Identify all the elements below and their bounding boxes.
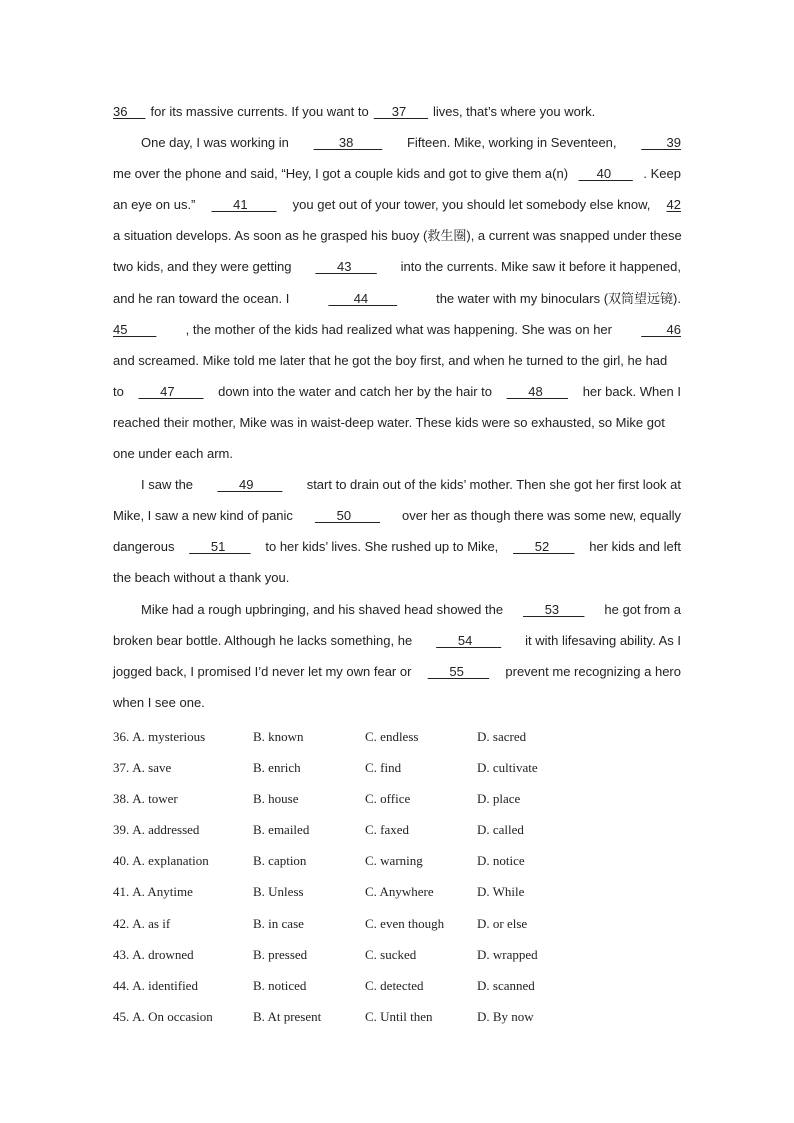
passage-line <box>113 500 681 531</box>
question-number: 36. <box>113 729 130 744</box>
passage-text: prevent me recognizing a hero <box>505 663 681 679</box>
passage-text: and he ran toward the ocean. I <box>113 290 290 306</box>
passage-line <box>113 96 681 127</box>
passage-text: to <box>113 383 124 399</box>
question-number: 37. <box>113 760 130 776</box>
option-a <box>113 876 193 907</box>
option-b: B. At present <box>253 1008 322 1024</box>
option-b: B. emailed <box>253 822 310 838</box>
option-d: D. notice <box>477 853 525 869</box>
answer-blank: 42 <box>666 197 681 213</box>
passage-line <box>113 562 681 593</box>
answer-blank: 53 <box>523 601 585 617</box>
passage-line <box>113 531 681 562</box>
passage-text: into the currents. Mike saw it before it happened, <box>400 259 681 275</box>
passage-line <box>113 127 681 158</box>
passage-text: dangerous <box>113 539 175 555</box>
answer-blank: 45 <box>113 321 157 337</box>
passage-text: a situation develops. As soon as he grasped his buoy (救生圈), a current was snapped under these <box>113 228 682 244</box>
answer-blank: 43 <box>315 259 377 275</box>
passage-text: to her kids’ lives. She rushed up to Mike, <box>265 539 499 555</box>
option-c: C. warning <box>365 853 423 869</box>
option-c: C. Until then <box>365 1008 433 1024</box>
passage-text: . Keep <box>643 166 681 182</box>
option-row <box>113 1001 681 1032</box>
option-a-text: A. Anytime <box>132 884 193 900</box>
answer-options <box>113 721 681 1032</box>
passage-line <box>113 594 681 625</box>
passage-text: down into the water and catch her by the hair to <box>218 383 493 399</box>
option-c: C. find <box>365 760 402 776</box>
question-number: 42. <box>113 915 130 931</box>
passage-text: her back. When I <box>582 383 681 399</box>
passage-text: the water with my binoculars (双筒望远镜). <box>436 290 681 306</box>
option-a-text: A. explanation <box>132 853 209 869</box>
option-b: B. pressed <box>253 946 308 962</box>
passage-line <box>113 251 681 282</box>
passage-text: jogged back, I promised I’d never let my own fear or <box>113 663 412 679</box>
option-d: D. or else <box>477 915 528 931</box>
question-number: 45. <box>113 1008 130 1024</box>
passage-line <box>113 407 681 438</box>
option-row <box>113 908 681 939</box>
option-b: B. Unless <box>253 884 304 900</box>
option-row <box>113 845 681 876</box>
option-d: D. sacred <box>477 729 527 744</box>
answer-blank: 52 <box>513 539 575 555</box>
passage-text: it with lifesaving ability. As I <box>525 632 681 648</box>
passage-text: me over the phone and said, “Hey, I got a couple kids and got to give them a(n) <box>113 166 569 182</box>
option-a <box>113 783 178 814</box>
passage-text: for its massive currents. If you want to <box>150 104 369 119</box>
passage-text: over her as though there was some new, equally <box>402 508 681 524</box>
question-number: 39. <box>113 822 130 838</box>
passage-text: start to drain out of the kids’ mother. Then she got her first look at <box>306 477 681 493</box>
option-row <box>113 783 681 814</box>
passage-line <box>113 656 681 687</box>
answer-blank: 38 <box>313 135 383 151</box>
option-a-text: A. drowned <box>132 946 194 962</box>
answer-blank: 44 <box>328 290 398 306</box>
passage-text: I saw the <box>141 477 194 493</box>
option-c: C. sucked <box>365 946 417 962</box>
option-b: B. caption <box>253 853 307 869</box>
passage-line <box>113 314 681 345</box>
answer-blank: 55 <box>427 663 490 679</box>
answer-blank: 47 <box>138 383 204 399</box>
passage-text: her kids and left <box>589 539 681 555</box>
answer-blank: 40 <box>578 166 633 182</box>
answer-blank: 39 <box>641 135 681 151</box>
passage-line <box>113 158 681 189</box>
option-b: B. enrich <box>253 760 301 776</box>
option-row <box>113 939 681 970</box>
option-d: D. scanned <box>477 977 535 993</box>
answer-blank: 54 <box>436 632 502 648</box>
option-c: C. faxed <box>365 822 410 838</box>
passage-line <box>113 220 681 251</box>
option-a-text: A. as if <box>132 915 171 931</box>
passage-line <box>113 189 681 220</box>
passage-text: Fifteen. Mike, working in Seventeen, <box>406 135 617 151</box>
passage-text: you get out of your tower, you should let somebody else know, <box>292 197 651 213</box>
answer-blank: 36 <box>113 104 146 119</box>
option-row <box>113 752 681 783</box>
cloze-passage <box>113 96 681 718</box>
option-row <box>113 970 681 1001</box>
option-c: C. even though <box>365 915 445 931</box>
passage-line <box>113 625 681 656</box>
option-d: D. place <box>477 791 521 807</box>
option-row <box>113 876 681 907</box>
option-a <box>113 814 199 845</box>
question-number: 41. <box>113 884 130 900</box>
passage-text: One day, I was working in <box>141 135 289 151</box>
passage-text: lives, that’s where you work. <box>432 104 596 119</box>
passage-line <box>113 469 681 500</box>
passage-line <box>113 283 681 314</box>
passage-line <box>113 376 681 407</box>
passage-text: two kids, and they were getting <box>113 259 292 275</box>
answer-blank: 51 <box>189 539 251 555</box>
option-row <box>113 721 681 752</box>
option-a-text: A. identified <box>132 977 198 993</box>
option-d: D. cultivate <box>477 760 538 776</box>
option-d: D. By now <box>477 1008 534 1024</box>
passage-text: broken bear bottle. Although he lacks something, he <box>113 632 413 648</box>
passage-line <box>113 345 681 376</box>
passage-line <box>113 687 681 718</box>
option-a <box>113 845 209 876</box>
option-d: D. wrapped <box>477 946 538 962</box>
passage-text: the beach without a thank you. <box>113 570 290 586</box>
passage-line <box>113 438 681 469</box>
option-b: B. house <box>253 791 299 807</box>
option-c: C. detected <box>365 977 424 993</box>
option-c: C. office <box>365 791 411 807</box>
option-b: B. noticed <box>253 977 307 993</box>
option-a-text: A. addressed <box>132 822 200 838</box>
passage-text: and screamed. Mike told me later that he got the boy first, and when he turned to the girl, he had <box>113 352 668 368</box>
passage-text: when I see one. <box>113 694 205 710</box>
option-a <box>113 970 198 1001</box>
option-d: D. While <box>477 884 525 900</box>
option-b: B. in case <box>253 915 304 931</box>
answer-blank: 46 <box>641 321 681 337</box>
answer-blank: 41 <box>211 197 277 213</box>
passage-text: he got from a <box>604 601 681 617</box>
option-a-text: A. mysterious <box>132 729 206 744</box>
option-a-text: A. On occasion <box>132 1008 213 1024</box>
answer-blank: 50 <box>314 508 380 524</box>
question-number: 43. <box>113 946 130 962</box>
question-number: 38. <box>113 791 130 807</box>
passage-text: , the mother of the kids had realized what was happening. She was on her <box>185 321 612 337</box>
option-d: D. called <box>477 822 524 838</box>
answer-blank: 49 <box>217 477 283 493</box>
answer-blank: 37 <box>373 104 428 119</box>
option-a <box>113 908 170 939</box>
option-a-text: A. tower <box>132 791 178 807</box>
passage-text: one under each arm. <box>113 446 233 462</box>
answer-blank: 48 <box>506 383 569 399</box>
option-a <box>113 752 171 783</box>
passage-text: reached their mother, Mike was in waist-deep water. These kids were so exhausted, so Mike got <box>113 414 665 430</box>
passage-text: an eye on us.” <box>113 197 196 213</box>
option-a <box>113 721 205 752</box>
option-c: C. Anywhere <box>365 884 434 900</box>
option-a <box>113 1001 213 1032</box>
option-b: B. known <box>253 729 304 744</box>
option-row <box>113 814 681 845</box>
passage-text: Mike, I saw a new kind of panic <box>113 508 293 524</box>
question-number: 44. <box>113 977 130 993</box>
passage-text: Mike had a rough upbringing, and his shaved head showed the <box>141 601 504 617</box>
option-a <box>113 939 194 970</box>
question-number: 40. <box>113 853 130 869</box>
option-a-text: A. save <box>132 760 172 776</box>
option-c: C. endless <box>365 729 419 744</box>
